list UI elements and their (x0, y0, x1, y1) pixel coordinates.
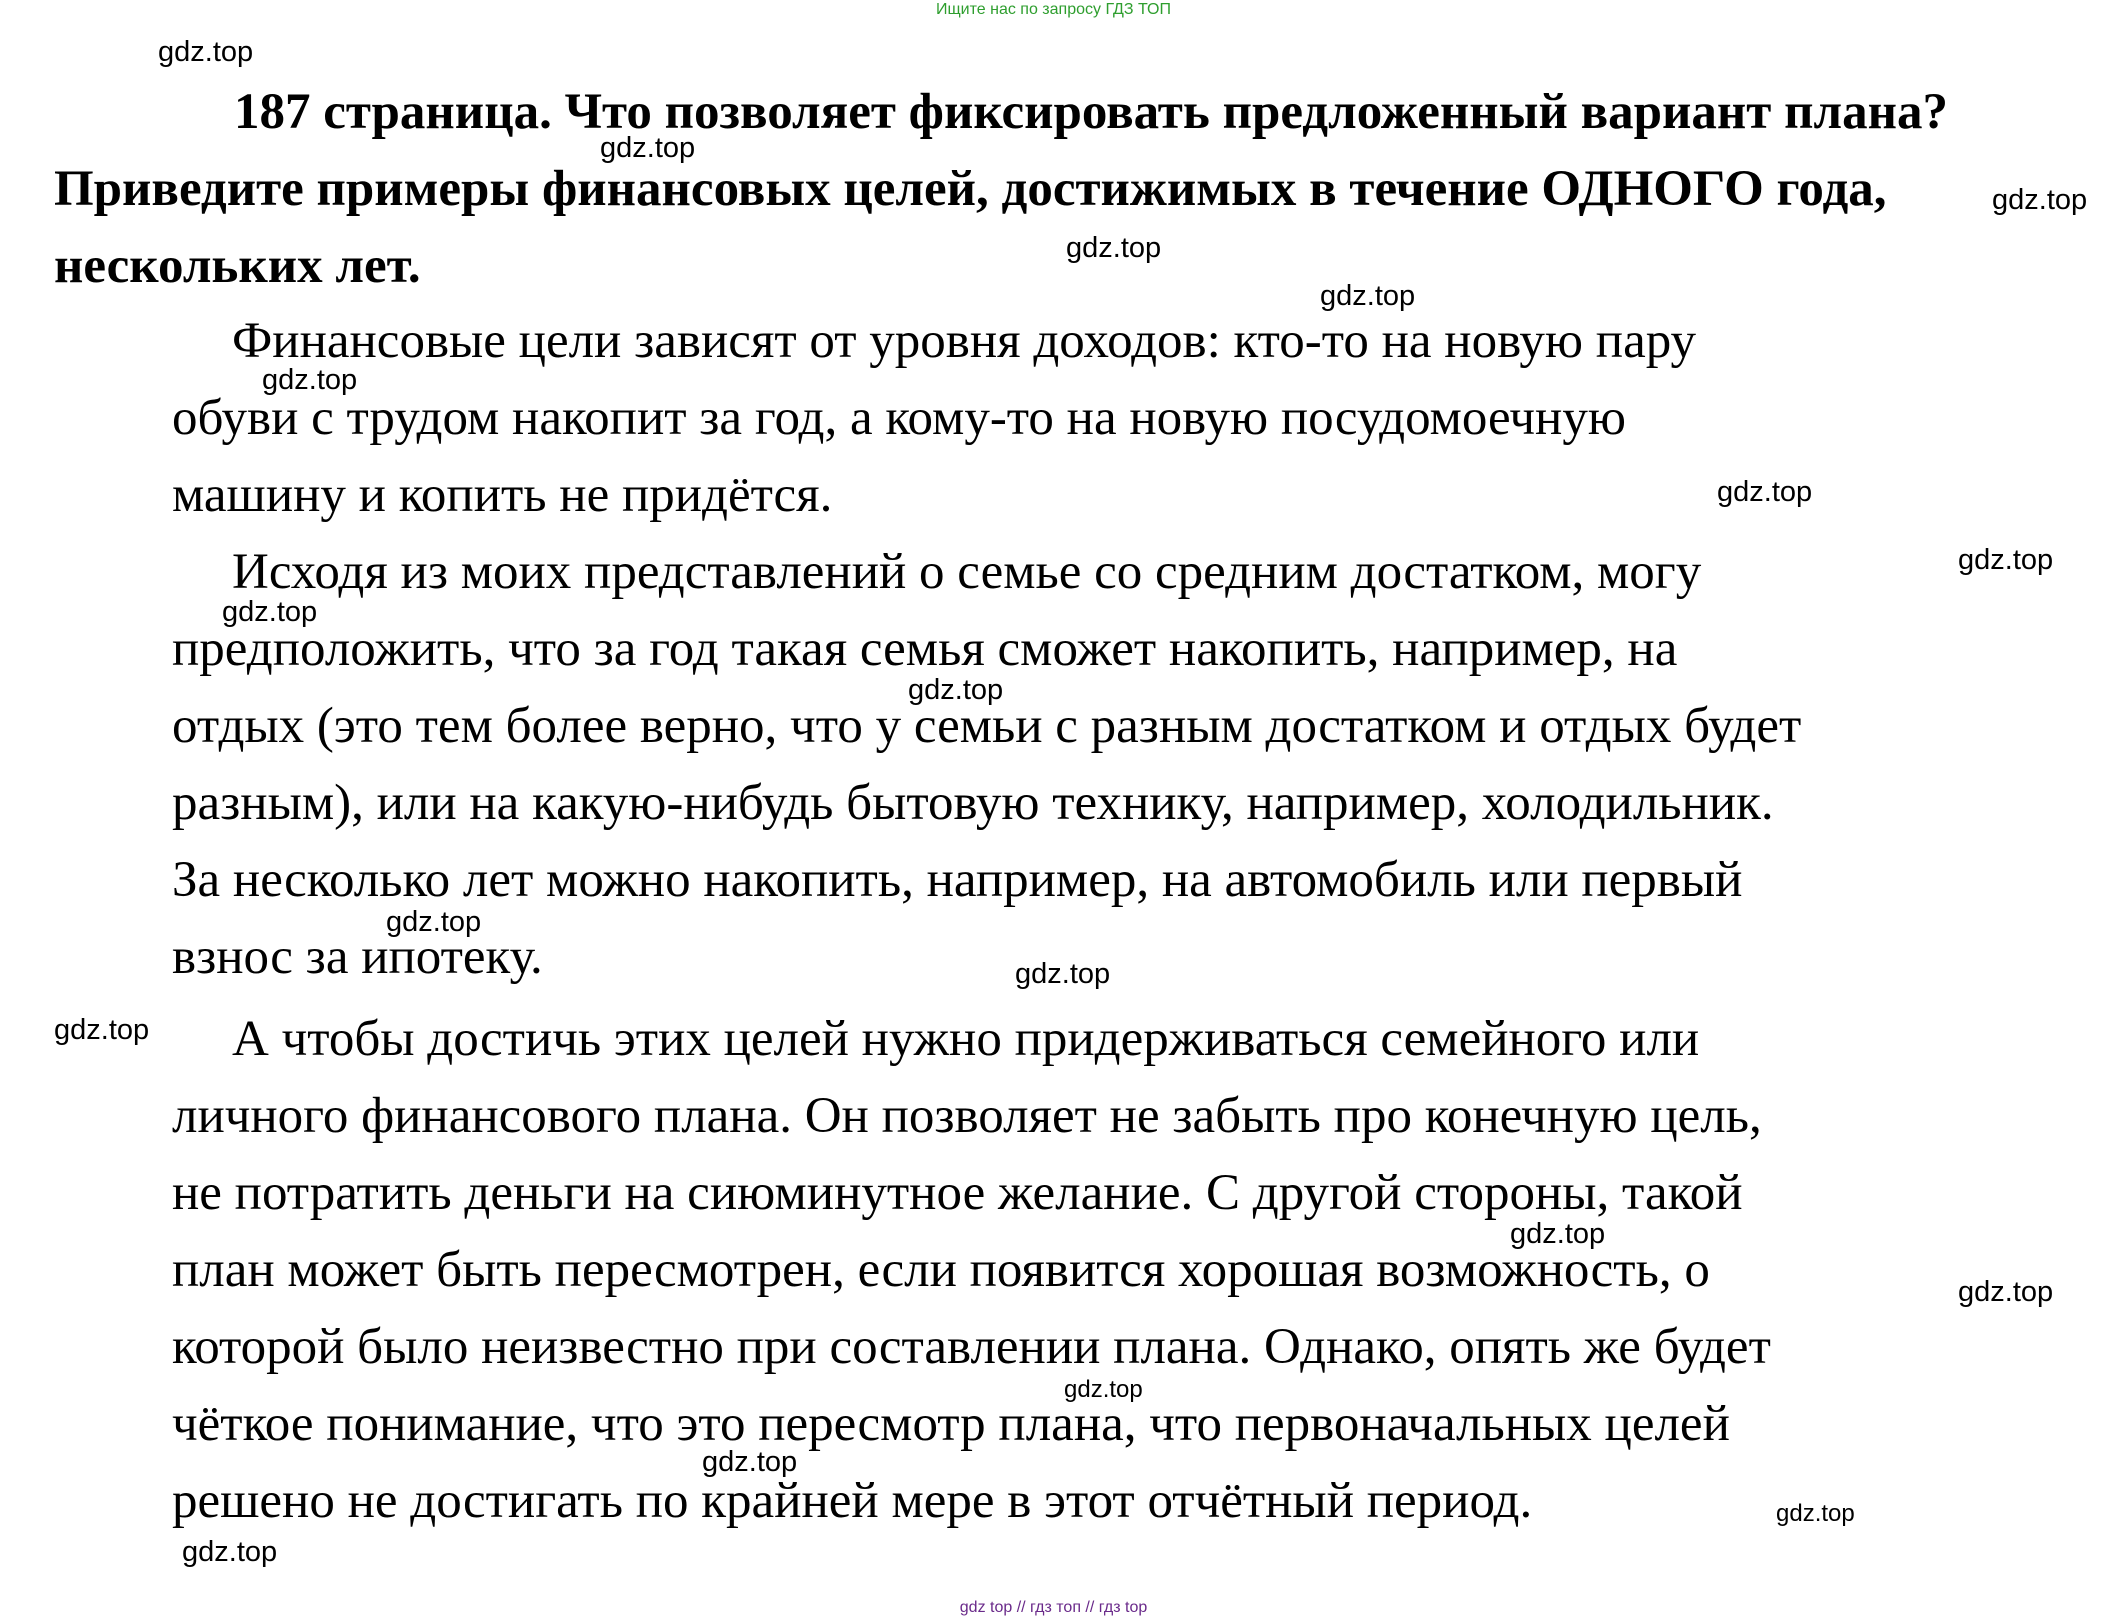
watermark: gdz.top (1064, 1376, 1143, 1403)
watermark: gdz.top (1717, 476, 1813, 508)
watermark: gdz.top (182, 1536, 278, 1568)
watermark: gdz.top (600, 132, 696, 164)
watermark: gdz.top (1992, 184, 2088, 216)
paragraph-2: Исходя из моих представлений о семье со средним достатком, могу предположить, что за год такая семья сможет накопить, например, на отдых (это тем более верно, что у семьи с разным достатком и отдых будет разным), или на какую-нибудь бытовую технику, например, холодильник. За несколько лет можно накопить, например, на автомобиль или первый взнос за ипотеку. (172, 544, 1802, 985)
watermark: gdz.top (1015, 958, 1111, 990)
watermark: gdz.top (702, 1446, 798, 1478)
watermark: gdz.top (386, 906, 482, 938)
page-title: 187 страница. Что позволяет фиксировать предложенный вариант плана? Приведите примеры финансовых целей, достижимых в течение ОДНОГО года, нескольких лет. (54, 84, 1948, 294)
watermark: gdz.top (54, 1014, 150, 1046)
watermark: gdz.top (1958, 544, 2054, 576)
watermark: gdz.top (908, 674, 1004, 706)
watermark: gdz.top (1320, 280, 1416, 312)
watermark: gdz.top (1776, 1500, 1855, 1527)
watermark: gdz.top (1958, 1276, 2054, 1308)
paragraph-1: Финансовые цели зависят от уровня доходов: кто-то на новую пару обуви с трудом накопит за год, а кому-то на новую посудомоечную машину и копить не придётся. (172, 313, 1697, 523)
watermark: gdz.top (1510, 1218, 1606, 1250)
watermark: gdz.top (158, 36, 254, 68)
watermark: gdz.top (262, 364, 358, 396)
paragraph-3: А чтобы достичь этих целей нужно придерживаться семейного или личного финансового плана. Он позволяет не забыть про конечную цель, не потратить деньги на сиюминутное желание. С другой стороны, такой план может быть пересмотрен, если появится хорошая возможность, о которой было неизвестно при составлении плана. Однако, опять же будет чёткое понимание, что это пересмотр плана, что первоначальных целей решено не достигать по крайней мере в этот отчётный период. (172, 1011, 1771, 1529)
top-banner: Ищите нас по запросу ГДЗ ТОП (936, 1, 1171, 18)
watermark: gdz.top (222, 596, 318, 628)
footer-links: gdz top // гдз топ // гдз top (959, 1599, 1148, 1616)
watermark: gdz.top (1066, 232, 1162, 264)
